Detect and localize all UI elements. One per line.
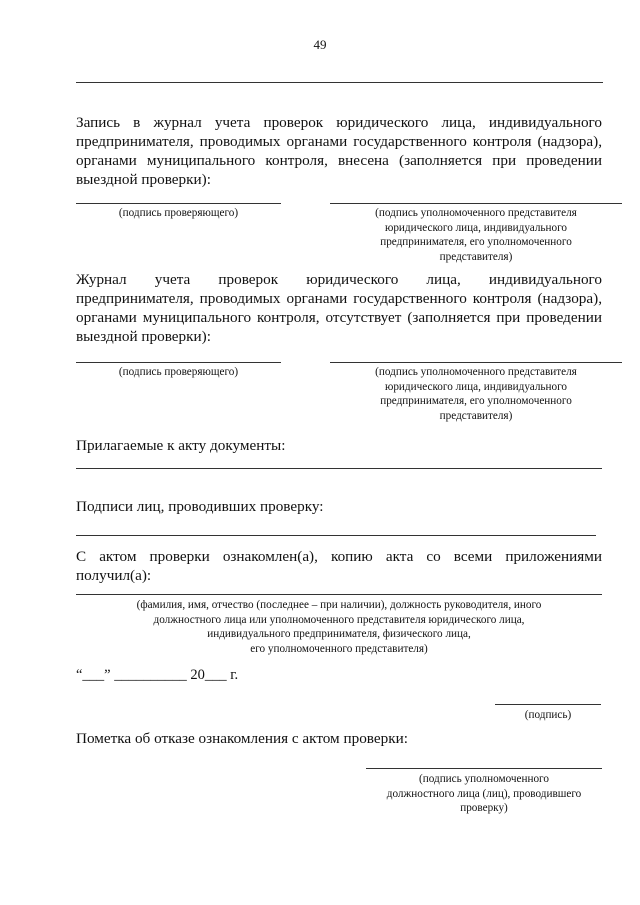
acquainted-signature-line — [76, 594, 602, 595]
inspector-signature-line — [76, 203, 281, 204]
attached-documents-line — [76, 468, 602, 469]
text-line: выездной проверки): — [76, 328, 211, 345]
representative-signature-caption: (подпись уполномоченного представителя юридического лица, индивидуального предпринимателя, его уполномоченного представителя) — [375, 366, 577, 422]
inspector-signature-caption: (подпись проверяющего) — [118, 207, 239, 219]
attached-documents-heading: Прилагаемые к акту документы: — [76, 437, 286, 454]
representative-signature-caption: (подпись уполномоченного представителя юридического лица, индивидуального предпринимателя, его уполномоченного представителя) — [375, 207, 577, 263]
representative-signature-line — [330, 203, 622, 204]
inspectors-signatures-heading: Подписи лиц, проводивших проверку: — [76, 498, 324, 515]
acquainted-paragraph — [76, 547, 602, 585]
refusal-note-heading: Пометка об отказе ознакомления с актом проверки: — [76, 730, 408, 747]
inspector-signature-line — [76, 362, 281, 363]
refusal-signature-caption: (подпись уполномоченного должностного лица (лиц), проводившего проверку) — [386, 773, 582, 814]
page-number: 49 — [313, 37, 327, 52]
signature-caption: (подпись) — [524, 709, 572, 721]
text-line: С актом проверки ознакомлен(а), копию акта со всеми приложениями — [76, 548, 602, 565]
text-line: органами муниципального контроля, внесена (заполняется при проведении — [76, 152, 602, 169]
date-line: “___” __________ 20___ г. — [76, 667, 239, 683]
acquainted-caption: (фамилия, имя, отчество (последнее – при наличии), должность руководителя, иного должностного лица или уполномоченного представителя юридического лица, индивидуального предпринимателя, физического лица, его уполномоченного представителя) — [136, 599, 542, 655]
text-line: выездной проверки): — [76, 171, 211, 188]
journal-entry-paragraph — [76, 113, 602, 189]
signature-line — [495, 704, 601, 705]
journal-absent-paragraph — [76, 270, 602, 346]
text-line: предпринимателя, проводимых органами государственного контроля (надзора), — [76, 133, 602, 150]
inspectors-signatures-line — [76, 535, 596, 536]
inspector-signature-caption: (подпись проверяющего) — [118, 366, 239, 378]
refusal-signature-line — [366, 768, 602, 769]
header-rule — [76, 82, 603, 83]
text-line: Журнал учета проверок юридического лица, индивидуального — [76, 271, 602, 288]
text-line: органами муниципального контроля, отсутствует (заполняется при проведении — [76, 309, 602, 326]
representative-signature-line — [330, 362, 622, 363]
text-line: предпринимателя, проводимых органами государственного контроля (надзора), — [76, 290, 602, 307]
text-line: Запись в журнал учета проверок юридического лица, индивидуального — [76, 114, 602, 131]
text-line: получил(а): — [76, 567, 152, 584]
